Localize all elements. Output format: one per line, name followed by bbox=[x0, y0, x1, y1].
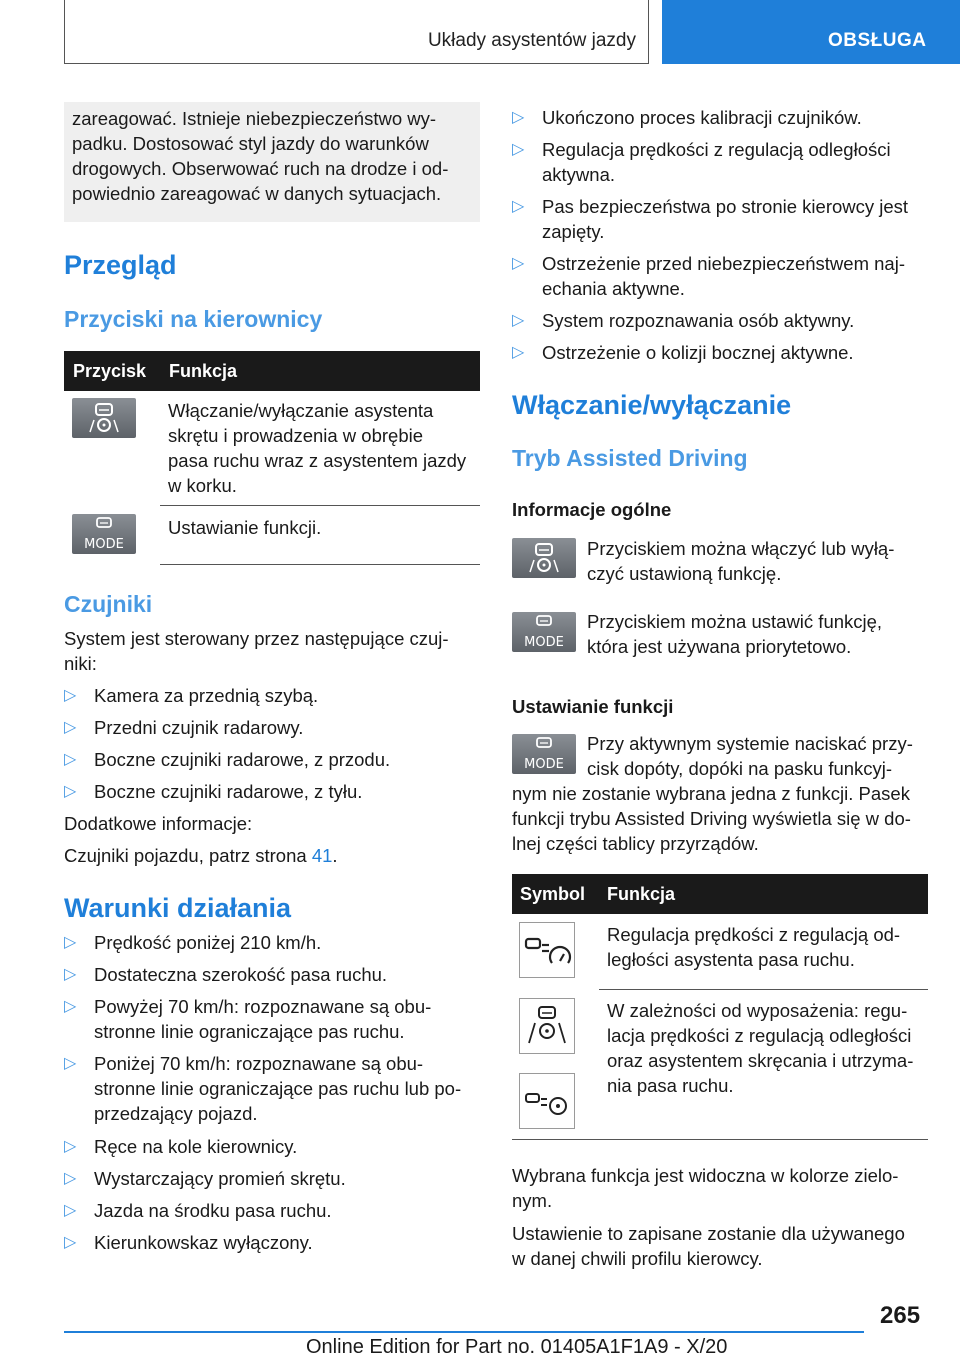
sensors-reference-end: . bbox=[332, 845, 338, 866]
section-title: Układy asystentów jazdy bbox=[427, 30, 636, 51]
list-item bbox=[512, 137, 891, 187]
list-item-text: stronne linie ograniczające pas ruchu lub po- bbox=[94, 1078, 462, 1099]
list-item bbox=[64, 1166, 346, 1191]
sensors-intro-line: niki: bbox=[64, 653, 97, 674]
heading-overview: Przegląd bbox=[64, 250, 177, 280]
bullet-triangle-icon: ▷ bbox=[64, 783, 77, 800]
list-item bbox=[64, 930, 321, 955]
general-info-1 bbox=[587, 536, 894, 586]
heading-general-info: Informacje ogólne bbox=[512, 499, 672, 520]
assist-steering-button-icon bbox=[512, 538, 576, 578]
heading-assisted-driving-mode: Tryb Assisted Driving bbox=[512, 445, 748, 471]
table1-row1-line: skrętu i prowadzenia w obrębie bbox=[168, 425, 424, 446]
list-item-text: Kierunkowskaz wyłączony. bbox=[94, 1232, 313, 1253]
sensors-reference bbox=[64, 843, 338, 868]
heading-setting-function: Ustawianie funkcji bbox=[512, 696, 674, 717]
table1-bottom-rule bbox=[160, 564, 480, 565]
additional-info: Dodatkowe informacje: bbox=[64, 813, 253, 834]
general-info-1-line: Przyciskiem można włączyć lub wyłą- bbox=[587, 538, 895, 559]
heading-steering-buttons: Przyciski na kierownicy bbox=[64, 306, 323, 332]
setting-text-line: funkcji trybu Assisted Driving wyświetla się w do- bbox=[512, 808, 911, 829]
speed-steering-symbol-icon bbox=[519, 1073, 575, 1129]
setting-text-line: cisk dopóty, dopóki na pasku funkcyj- bbox=[587, 758, 893, 779]
bullet-triangle-icon: ▷ bbox=[64, 998, 77, 1015]
general-info-2 bbox=[587, 609, 882, 659]
bullet-triangle-icon: ▷ bbox=[64, 1234, 77, 1251]
bullet-triangle-icon: ▷ bbox=[64, 934, 77, 951]
page-number: 265 bbox=[880, 1302, 921, 1329]
table1-col-function: Funkcja bbox=[169, 361, 238, 381]
warning-line: drogowych. Obserwować ruch na drodze i od- bbox=[72, 158, 449, 179]
table2-row2-line: W zależności od wyposażenia: regu- bbox=[607, 1000, 908, 1021]
setting-text-line: nym nie zostanie wybrana jedna z funkcji. Pasek bbox=[512, 783, 910, 804]
mode-label: MODE bbox=[84, 537, 124, 552]
list-item-text: stronne linie ograniczające pas ruchu. bbox=[94, 1021, 405, 1042]
table2-bottom-rule bbox=[512, 1139, 928, 1140]
list-item bbox=[64, 1198, 332, 1223]
speed-distance-symbol-icon bbox=[519, 922, 575, 978]
table2-row2-function bbox=[607, 998, 913, 1098]
warning-box bbox=[64, 102, 480, 222]
mode-label: MODE bbox=[524, 757, 564, 772]
bullet-triangle-icon: ▷ bbox=[64, 1202, 77, 1219]
page-link[interactable]: 41 bbox=[311, 845, 333, 866]
list-item-text: Kamera za przednią szybą. bbox=[94, 685, 319, 706]
list-item-text: Powyżej 70 km/h: rozpoznawane są obu- bbox=[94, 996, 432, 1017]
list-item bbox=[64, 747, 390, 772]
general-info-1-line: czyć ustawioną funkcję. bbox=[587, 563, 782, 584]
list-item-text: Ostrzeżenie przed niebezpieczeństwem naj- bbox=[542, 253, 905, 274]
heading-conditions: Warunki działania bbox=[64, 893, 292, 923]
list-item-text: aktywna. bbox=[542, 164, 616, 185]
list-item-text: Prędkość poniżej 210 km/h. bbox=[94, 932, 322, 953]
table1-header bbox=[64, 351, 480, 391]
table2-row2-line: lacja prędkości z regulacją odległości bbox=[607, 1025, 912, 1046]
list-item-text: Pas bezpieczeństwa po stronie kierowcy jest bbox=[542, 196, 909, 217]
table1-row1-line: w korku. bbox=[168, 475, 237, 496]
bullet-triangle-icon: ▷ bbox=[64, 1055, 77, 1072]
header-frame bbox=[64, 0, 649, 64]
list-item-text: Boczne czujniki radarowe, z przodu. bbox=[94, 749, 391, 770]
table2-row1-function bbox=[607, 922, 900, 972]
table1-divider bbox=[160, 505, 480, 506]
list-item bbox=[512, 340, 854, 365]
selected-info-line: nym. bbox=[512, 1190, 553, 1211]
table2-row1-line: ległości asystenta pasa ruchu. bbox=[607, 949, 855, 970]
list-item-text: Przedni czujnik radarowy. bbox=[94, 717, 304, 738]
list-item bbox=[64, 962, 387, 987]
chapter-tab[interactable] bbox=[662, 0, 960, 64]
bullet-triangle-icon: ▷ bbox=[512, 198, 525, 215]
warning-line: padku. Dostosować styl jazdy do warunków bbox=[72, 133, 429, 154]
list-item-text: Boczne czujniki radarowe, z tyłu. bbox=[94, 781, 363, 802]
table1-col-button: Przycisk bbox=[73, 361, 147, 381]
table1-row1-function bbox=[168, 398, 480, 498]
list-item-text: echania aktywne. bbox=[542, 278, 685, 299]
sensors-reference-text: Czujniki pojazdu, patrz strona bbox=[64, 845, 312, 866]
heading-on-off: Włączanie/wyłączanie bbox=[512, 390, 792, 420]
general-info-2-line: Przyciskiem można ustawić funkcję, bbox=[587, 611, 883, 632]
table2-row2-line: nia pasa ruchu. bbox=[607, 1075, 734, 1096]
table2-divider bbox=[599, 989, 928, 990]
list-item bbox=[64, 683, 318, 708]
general-info-2-line: która jest używana priorytetowo. bbox=[587, 636, 852, 657]
list-item bbox=[512, 194, 908, 244]
table2-row2-line: oraz asystentem skręcania i utrzyma- bbox=[607, 1050, 914, 1071]
list-item-text: Regulacja prędkości z regulacją odległości bbox=[542, 139, 891, 160]
bullet-triangle-icon: ▷ bbox=[64, 751, 77, 768]
mode-button-icon bbox=[512, 612, 576, 652]
saved-info-line: Ustawienie to zapisane zostanie dla używanego bbox=[512, 1223, 905, 1244]
list-item-text: Ostrzeżenie o kolizji bocznej aktywne. bbox=[542, 342, 854, 363]
bullet-triangle-icon: ▷ bbox=[512, 141, 525, 158]
saved-info-line: w danej chwili profilu kierowcy. bbox=[512, 1248, 763, 1269]
setting-text-line: lnej części tablicy przyrządów. bbox=[512, 833, 759, 854]
list-item bbox=[64, 994, 431, 1044]
table1-row1-line: Włączanie/wyłączanie asystenta bbox=[168, 400, 434, 421]
list-item bbox=[64, 1051, 461, 1126]
heading-sensors: Czujniki bbox=[64, 591, 153, 617]
assist-steering-button-icon bbox=[72, 398, 136, 438]
list-item bbox=[512, 251, 905, 301]
list-item-text: Dostateczna szerokość pasa ruchu. bbox=[94, 964, 388, 985]
list-item bbox=[64, 1230, 313, 1255]
bullet-triangle-icon: ▷ bbox=[512, 312, 525, 329]
table1-row1-line: pasa ruchu wraz z asystentem jazdy bbox=[168, 450, 467, 471]
list-item-text: zapięty. bbox=[542, 221, 605, 242]
footer-rule bbox=[64, 1331, 864, 1333]
warning-line: zareagować. Istnieje niebezpieczeństwo wy- bbox=[72, 108, 437, 129]
warning-line: powiednio zareagować w danych sytuacjach. bbox=[72, 183, 442, 204]
steering-assist-symbol-icon bbox=[519, 998, 575, 1054]
bullet-triangle-icon: ▷ bbox=[64, 719, 77, 736]
bullet-triangle-icon: ▷ bbox=[512, 344, 525, 361]
setting-text-line: Przy aktywnym systemie naciskać przy- bbox=[587, 733, 913, 754]
list-item-text: Ręce na kole kierownicy. bbox=[94, 1136, 298, 1157]
list-item-text: Jazda na środku pasa ruchu. bbox=[94, 1200, 332, 1221]
list-item-text: Poniżej 70 km/h: rozpoznawane są obu- bbox=[94, 1053, 424, 1074]
list-item bbox=[64, 1134, 297, 1159]
mode-button-icon bbox=[512, 734, 576, 774]
mode-button-icon bbox=[72, 514, 136, 554]
list-item bbox=[512, 308, 854, 333]
bullet-triangle-icon: ▷ bbox=[64, 687, 77, 704]
table1-row2-function: Ustawianie funkcji. bbox=[168, 517, 322, 538]
table2-col-function: Funkcja bbox=[607, 884, 676, 904]
table2-header bbox=[512, 874, 928, 914]
list-item bbox=[64, 779, 362, 804]
bullet-triangle-icon: ▷ bbox=[512, 109, 525, 126]
bullet-triangle-icon: ▷ bbox=[64, 1170, 77, 1187]
bullet-triangle-icon: ▷ bbox=[512, 255, 525, 272]
list-item-text: Ukończono proces kalibracji czujników. bbox=[542, 107, 862, 128]
list-item bbox=[512, 105, 862, 130]
list-item-text: przedzający pojazd. bbox=[94, 1103, 258, 1124]
bullet-triangle-icon: ▷ bbox=[64, 966, 77, 983]
mode-label: MODE bbox=[524, 635, 564, 650]
sensors-intro-line: System jest sterowany przez następujące czuj- bbox=[64, 628, 449, 649]
list-item-text: Wystarczający promień skrętu. bbox=[94, 1168, 346, 1189]
table2-col-symbol: Symbol bbox=[520, 884, 586, 904]
selected-info-line: Wybrana funkcja jest widoczna w kolorze zielo- bbox=[512, 1165, 899, 1186]
chapter-tab-label: OBSŁUGA bbox=[828, 30, 927, 51]
bullet-triangle-icon: ▷ bbox=[64, 1138, 77, 1155]
list-item bbox=[64, 715, 303, 740]
list-item-text: System rozpoznawania osób aktywny. bbox=[542, 310, 855, 331]
table2-row1-line: Regulacja prędkości z regulacją od- bbox=[607, 924, 901, 945]
footer-edition: Online Edition for Part no. 01405A1F1A9 - X/20 bbox=[306, 1336, 728, 1358]
